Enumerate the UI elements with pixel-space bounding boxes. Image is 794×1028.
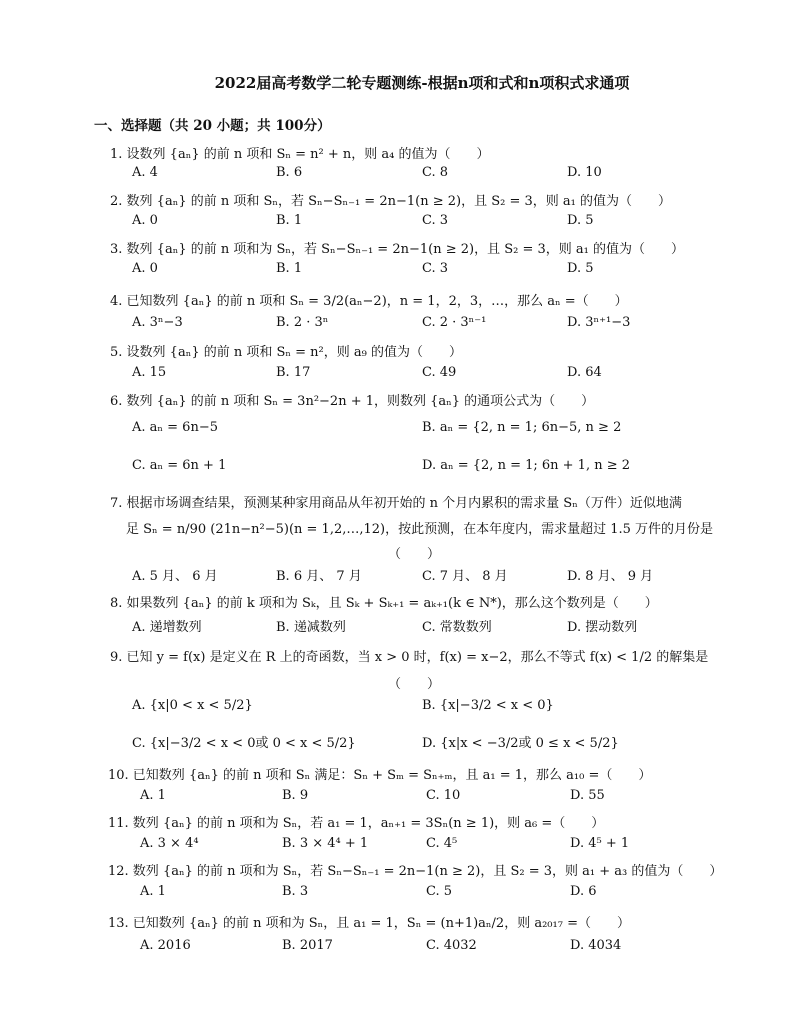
q9-option-d: D. {x|x < −3/2或 0 ≤ x < 5/2} <box>422 736 619 751</box>
q12-option-c: C. 5 <box>426 884 453 899</box>
q8-option-a: A. 递增数列 <box>132 620 202 635</box>
question-3-stem: 3. 数列 {aₙ} 的前 n 项和为 Sₙ，若 Sₙ−Sₙ₋₁ = 2n−1(n ≥ 2)，且 S₂ = 3，则 a₁ 的值为（ ） <box>110 242 684 257</box>
q5-option-d: D. 64 <box>567 365 602 380</box>
q1-option-d: D. 10 <box>567 165 602 180</box>
q11-option-a: A. 3 × 4⁴ <box>140 836 199 851</box>
question-13-stem: 13. 已知数列 {aₙ} 的前 n 项和为 Sₙ，且 a₁ = 1，Sₙ = (n+1)aₙ/2，则 a₂₀₁₇ =（ ） <box>108 916 630 931</box>
q9-option-a: A. {x|0 < x < 5/2} <box>132 698 253 713</box>
q4-option-c: C. 2 · 3ⁿ⁻¹ <box>422 315 487 330</box>
q7-answer-paren: （ ） <box>388 547 441 562</box>
q1-option-c: C. 8 <box>422 165 449 180</box>
q2-option-d: D. 5 <box>567 213 594 228</box>
q2-option-b: B. 1 <box>276 213 303 228</box>
q6-option-a: A. aₙ = 6n−5 <box>132 420 218 435</box>
q12-option-b: B. 3 <box>282 884 309 899</box>
q7-option-b: B. 6 月、 7 月 <box>276 569 362 584</box>
q8-option-c: C. 常数数列 <box>422 620 492 635</box>
q11-option-c: C. 4⁵ <box>426 836 458 851</box>
q3-option-c: C. 3 <box>422 261 449 276</box>
document-title: 2022届高考数学二轮专题测练-根据n项和式和n项积式求通项 <box>214 74 630 92</box>
q13-option-b: B. 2017 <box>282 938 333 953</box>
q4-option-d: D. 3ⁿ⁺¹−3 <box>567 315 631 330</box>
q7-option-c: C. 7 月、 8 月 <box>422 569 508 584</box>
q5-option-c: C. 49 <box>422 365 457 380</box>
question-2-stem: 2. 数列 {aₙ} 的前 n 项和 Sₙ，若 Sₙ−Sₙ₋₁ = 2n−1(n ≥ 2)，且 S₂ = 3，则 a₁ 的值为（ ） <box>110 194 671 209</box>
q12-option-a: A. 1 <box>140 884 166 899</box>
q5-option-b: B. 17 <box>276 365 311 380</box>
q9-answer-paren: （ ） <box>388 677 441 692</box>
question-1-stem: 1. 设数列 {aₙ} 的前 n 项和 Sₙ = n² + n，则 a₄ 的值为（ ） <box>110 147 490 162</box>
q7-option-a: A. 5 月、 6 月 <box>132 569 218 584</box>
question-4-stem: 4. 已知数列 {aₙ} 的前 n 项和 Sₙ = 3/2(aₙ−2)，n = 1，2，3，…，那么 aₙ =（ ） <box>110 294 628 309</box>
q3-option-b: B. 1 <box>276 261 303 276</box>
q3-option-a: A. 0 <box>132 261 158 276</box>
q13-option-c: C. 4032 <box>426 938 477 953</box>
question-10-stem: 10. 已知数列 {aₙ} 的前 n 项和 Sₙ 满足：Sₙ + Sₘ = Sₙ₊ₘ，且 a₁ = 1，那么 a₁₀ =（ ） <box>108 768 652 783</box>
section-heading: 一、选择题（共 20 小题；共 100分） <box>94 118 331 134</box>
q13-option-a: A. 2016 <box>140 938 191 953</box>
q12-option-d: D. 6 <box>570 884 597 899</box>
question-7-stem-line2: 足 Sₙ = n/90 (21n−n²−5)(n = 1,2,…,12)，按此预测，在本年度内，需求量超过 1.5 万件的月份是 <box>126 522 714 537</box>
question-11-stem: 11. 数列 {aₙ} 的前 n 项和为 Sₙ，若 a₁ = 1，aₙ₊₁ = 3Sₙ(n ≥ 1)，则 a₆ =（ ） <box>108 816 605 831</box>
q9-option-c: C. {x|−3/2 < x < 0或 0 < x < 5/2} <box>132 736 356 751</box>
q2-option-a: A. 0 <box>132 213 158 228</box>
q6-option-d: D. aₙ = {2, n = 1; 6n + 1, n ≥ 2 <box>422 458 631 473</box>
q10-option-b: B. 9 <box>282 788 309 803</box>
q11-option-b: B. 3 × 4⁴ + 1 <box>282 836 369 851</box>
question-8-stem: 8. 如果数列 {aₙ} 的前 k 项和为 Sₖ，且 Sₖ + Sₖ₊₁ = aₖ₊₁(k ∈ N*)，那么这个数列是（ ） <box>110 596 658 611</box>
q4-option-a: A. 3ⁿ−3 <box>132 315 183 330</box>
q7-option-d: D. 8 月、 9 月 <box>567 569 654 584</box>
q2-option-c: C. 3 <box>422 213 449 228</box>
q8-option-d: D. 摆动数列 <box>567 620 638 635</box>
q9-option-b: B. {x|−3/2 < x < 0} <box>422 698 554 713</box>
question-12-stem: 12. 数列 {aₙ} 的前 n 项和为 Sₙ，若 Sₙ−Sₙ₋₁ = 2n−1(n ≥ 2)，且 S₂ = 3，则 a₁ + a₃ 的值为（ ） <box>108 864 723 879</box>
q11-option-d: D. 4⁵ + 1 <box>570 836 630 851</box>
q10-option-c: C. 10 <box>426 788 461 803</box>
question-9-stem: 9. 已知 y = f(x) 是定义在 R 上的奇函数，当 x > 0 时，f(x) = x−2，那么不等式 f(x) < 1/2 的解集是 <box>110 650 709 665</box>
q4-option-b: B. 2 · 3ⁿ <box>276 315 329 330</box>
q13-option-d: D. 4034 <box>570 938 622 953</box>
q8-option-b: B. 递减数列 <box>276 620 346 635</box>
question-6-stem: 6. 数列 {aₙ} 的前 n 项和 Sₙ = 3n²−2n + 1，则数列 {aₙ} 的通项公式为（ ） <box>110 394 595 409</box>
question-7-stem: 7. 根据市场调查结果，预测某种家用商品从年初开始的 n 个月内累积的需求量 Sₙ（万件）近似地满 <box>110 496 682 511</box>
q10-option-a: A. 1 <box>140 788 166 803</box>
q10-option-d: D. 55 <box>570 788 605 803</box>
q1-option-a: A. 4 <box>132 165 158 180</box>
q1-option-b: B. 6 <box>276 165 303 180</box>
q3-option-d: D. 5 <box>567 261 594 276</box>
q6-option-c: C. aₙ = 6n + 1 <box>132 458 227 473</box>
q6-option-b: B. aₙ = {2, n = 1; 6n−5, n ≥ 2 <box>422 420 622 435</box>
question-5-stem: 5. 设数列 {aₙ} 的前 n 项和 Sₙ = n²，则 a₉ 的值为（ ） <box>110 345 462 360</box>
q5-option-a: A. 15 <box>132 365 167 380</box>
